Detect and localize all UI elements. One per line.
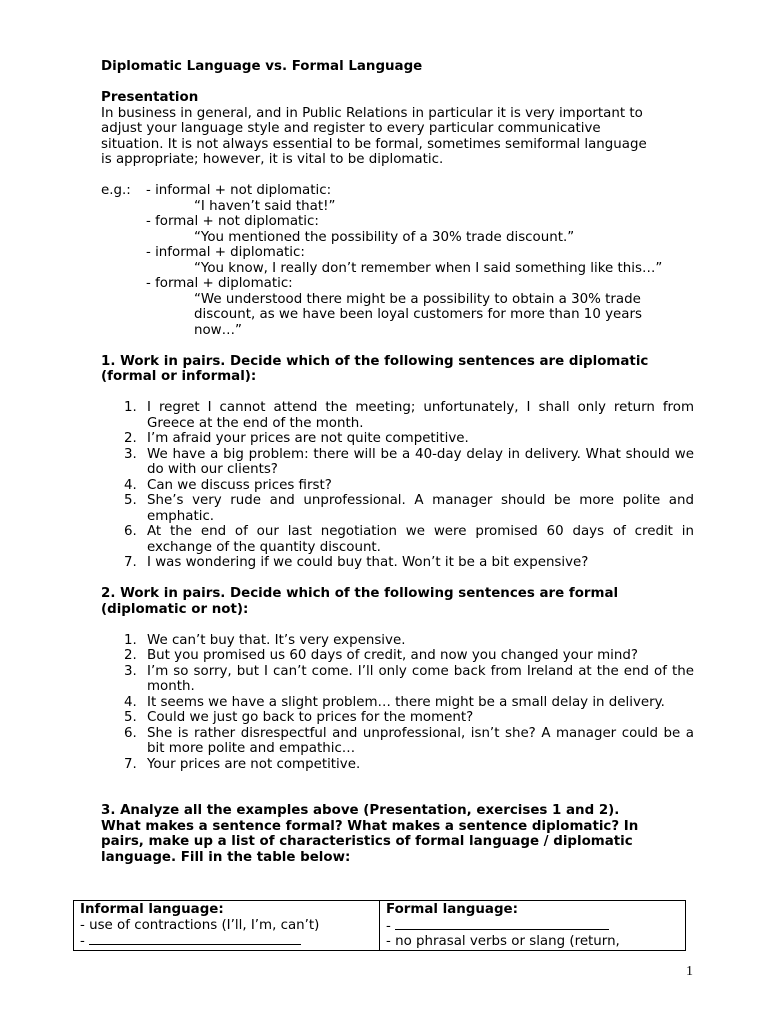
examples-block [101, 183, 694, 338]
list-item [101, 478, 694, 494]
table-line: - no phrasal verbs or slang (return, [386, 934, 620, 949]
table-header-informal: Informal language: [80, 902, 224, 917]
example-type: - formal + diplomatic: [146, 276, 293, 291]
example-quote: “You know, I really don’t remember when I said something like this…” [194, 260, 663, 276]
example-type: - informal + diplomatic: [146, 245, 305, 260]
list-item [101, 400, 694, 431]
example-quote: “I haven’t said that!” [194, 198, 336, 214]
example-type: - informal + not diplomatic: [146, 183, 332, 198]
table-line: - use of contractions (I’ll, I’m, can’t) [80, 917, 320, 933]
list-item [101, 431, 694, 447]
paragraph-line: In business in general, and in Public Relations in particular it is very important to [101, 105, 643, 121]
item-text: At the end of our last negotiation we were promised 60 days of credit in exchange of the quantity discount. [147, 524, 694, 555]
presentation-paragraph [101, 106, 694, 168]
exercise-title-line: (formal or informal): [101, 369, 257, 384]
example-quote: discount, as we have been loyal customers for more than 10 years [194, 307, 642, 322]
exercise-title-line: 2. Work in pairs. Decide which of the following sentences are formal [101, 586, 619, 601]
list-item [101, 447, 694, 478]
table-line: - [386, 918, 396, 934]
item-number: 7. [124, 756, 137, 772]
page-number: 1 [686, 964, 693, 979]
exercise-title-line: What makes a sentence formal? What makes a sentence diplomatic? In [101, 818, 639, 834]
exercise-1-list [101, 400, 694, 571]
example-type: - formal + not diplomatic: [146, 214, 319, 229]
list-item [101, 648, 694, 664]
table-header-formal: Formal language: [386, 902, 518, 917]
paragraph-line: situation. It is not always essential to be formal, sometimes semiformal language [101, 136, 647, 152]
example-quote: “You mentioned the possibility of a 30% trade discount.” [194, 229, 575, 245]
exercise-3-title [101, 803, 694, 865]
item-number: 4. [124, 477, 137, 493]
list-item [101, 695, 694, 711]
list-item [101, 555, 694, 571]
examples-label: e.g.: [101, 183, 131, 198]
exercise-title-line: 1. Work in pairs. Decide which of the following sentences are diplomatic [101, 353, 649, 369]
item-text: It seems we have a slight problem… there might be a small delay in delivery. [147, 694, 665, 710]
item-text: I was wondering if we could buy that. Won’t it be a bit expensive? [147, 555, 589, 570]
item-text: We can’t buy that. It’s very expensive. [147, 632, 406, 648]
item-text: She’s very rude and unprofessional. A manager should be more polite and emphatic. [147, 493, 694, 524]
item-number: 2. [124, 648, 137, 663]
table-fill-line[interactable] [80, 933, 373, 950]
document-body [101, 59, 694, 865]
item-text: Could we just go back to prices for the moment? [147, 710, 474, 725]
item-number: 1. [124, 400, 137, 415]
item-text: I’m afraid your prices are not quite competitive. [147, 431, 469, 446]
item-text: Your prices are not competitive. [147, 756, 361, 772]
item-text: I regret I cannot attend the meeting; unfortunately, I shall only return from Greece at the end of the month. [147, 400, 694, 431]
list-item [101, 633, 694, 649]
item-text: We have a big problem: there will be a 40-day delay in delivery. What should we do with our clients? [147, 446, 694, 477]
exercise-title-line: language. Fill in the table below: [101, 849, 351, 865]
formal-language-cell[interactable] [380, 901, 686, 951]
item-text: I’m so sorry, but I can’t come. I’ll only come back from Ireland at the end of the month. [147, 663, 694, 694]
item-number: 2. [124, 431, 137, 446]
exercise-title-line: pairs, make up a list of characteristics of formal language / diplomatic [101, 834, 633, 849]
item-number: 6. [124, 725, 137, 741]
list-item [101, 524, 694, 555]
item-number: 1. [124, 632, 137, 648]
item-text: Can we discuss prices first? [147, 477, 332, 493]
blank-line[interactable] [89, 933, 301, 945]
exercise-title-line: (diplomatic or not): [101, 601, 249, 617]
item-number: 6. [124, 524, 137, 539]
list-item [101, 757, 694, 773]
list-item [101, 726, 694, 757]
presentation-heading: Presentation [101, 90, 199, 105]
item-number: 5. [124, 710, 137, 725]
paragraph-line: adjust your language style and register to every particular communicative [101, 121, 601, 136]
paragraph-line: is appropriate; however, it is vital to be diplomatic. [101, 152, 444, 167]
table-fill-line[interactable] [386, 918, 679, 935]
item-number: 7. [124, 555, 137, 570]
list-item [101, 664, 694, 695]
list-item [101, 710, 694, 726]
item-number: 4. [124, 694, 137, 710]
item-text: But you promised us 60 days of credit, and now you changed your mind? [147, 648, 638, 663]
informal-language-cell[interactable] [74, 901, 380, 951]
document-title: Diplomatic Language vs. Formal Language [101, 59, 423, 74]
language-characteristics-table [73, 900, 686, 951]
blank-line[interactable] [395, 918, 609, 930]
item-number: 5. [124, 493, 137, 508]
exercise-title-line: 3. Analyze all the examples above (Presentation, exercises 1 and 2). [101, 803, 620, 818]
item-text: She is rather disrespectful and unprofessional, isn’t she? A manager could be a bit more polite and empathic… [147, 725, 694, 756]
example-quote: now…” [194, 322, 242, 338]
item-number: 3. [124, 663, 137, 679]
exercise-1-title [101, 354, 694, 385]
list-item [101, 493, 694, 524]
example-quote: “We understood there might be a possibility to obtain a 30% trade [194, 291, 641, 307]
table-line: - [80, 934, 90, 949]
exercise-2-list [101, 633, 694, 773]
item-number: 3. [124, 446, 137, 462]
exercise-2-title [101, 586, 694, 617]
